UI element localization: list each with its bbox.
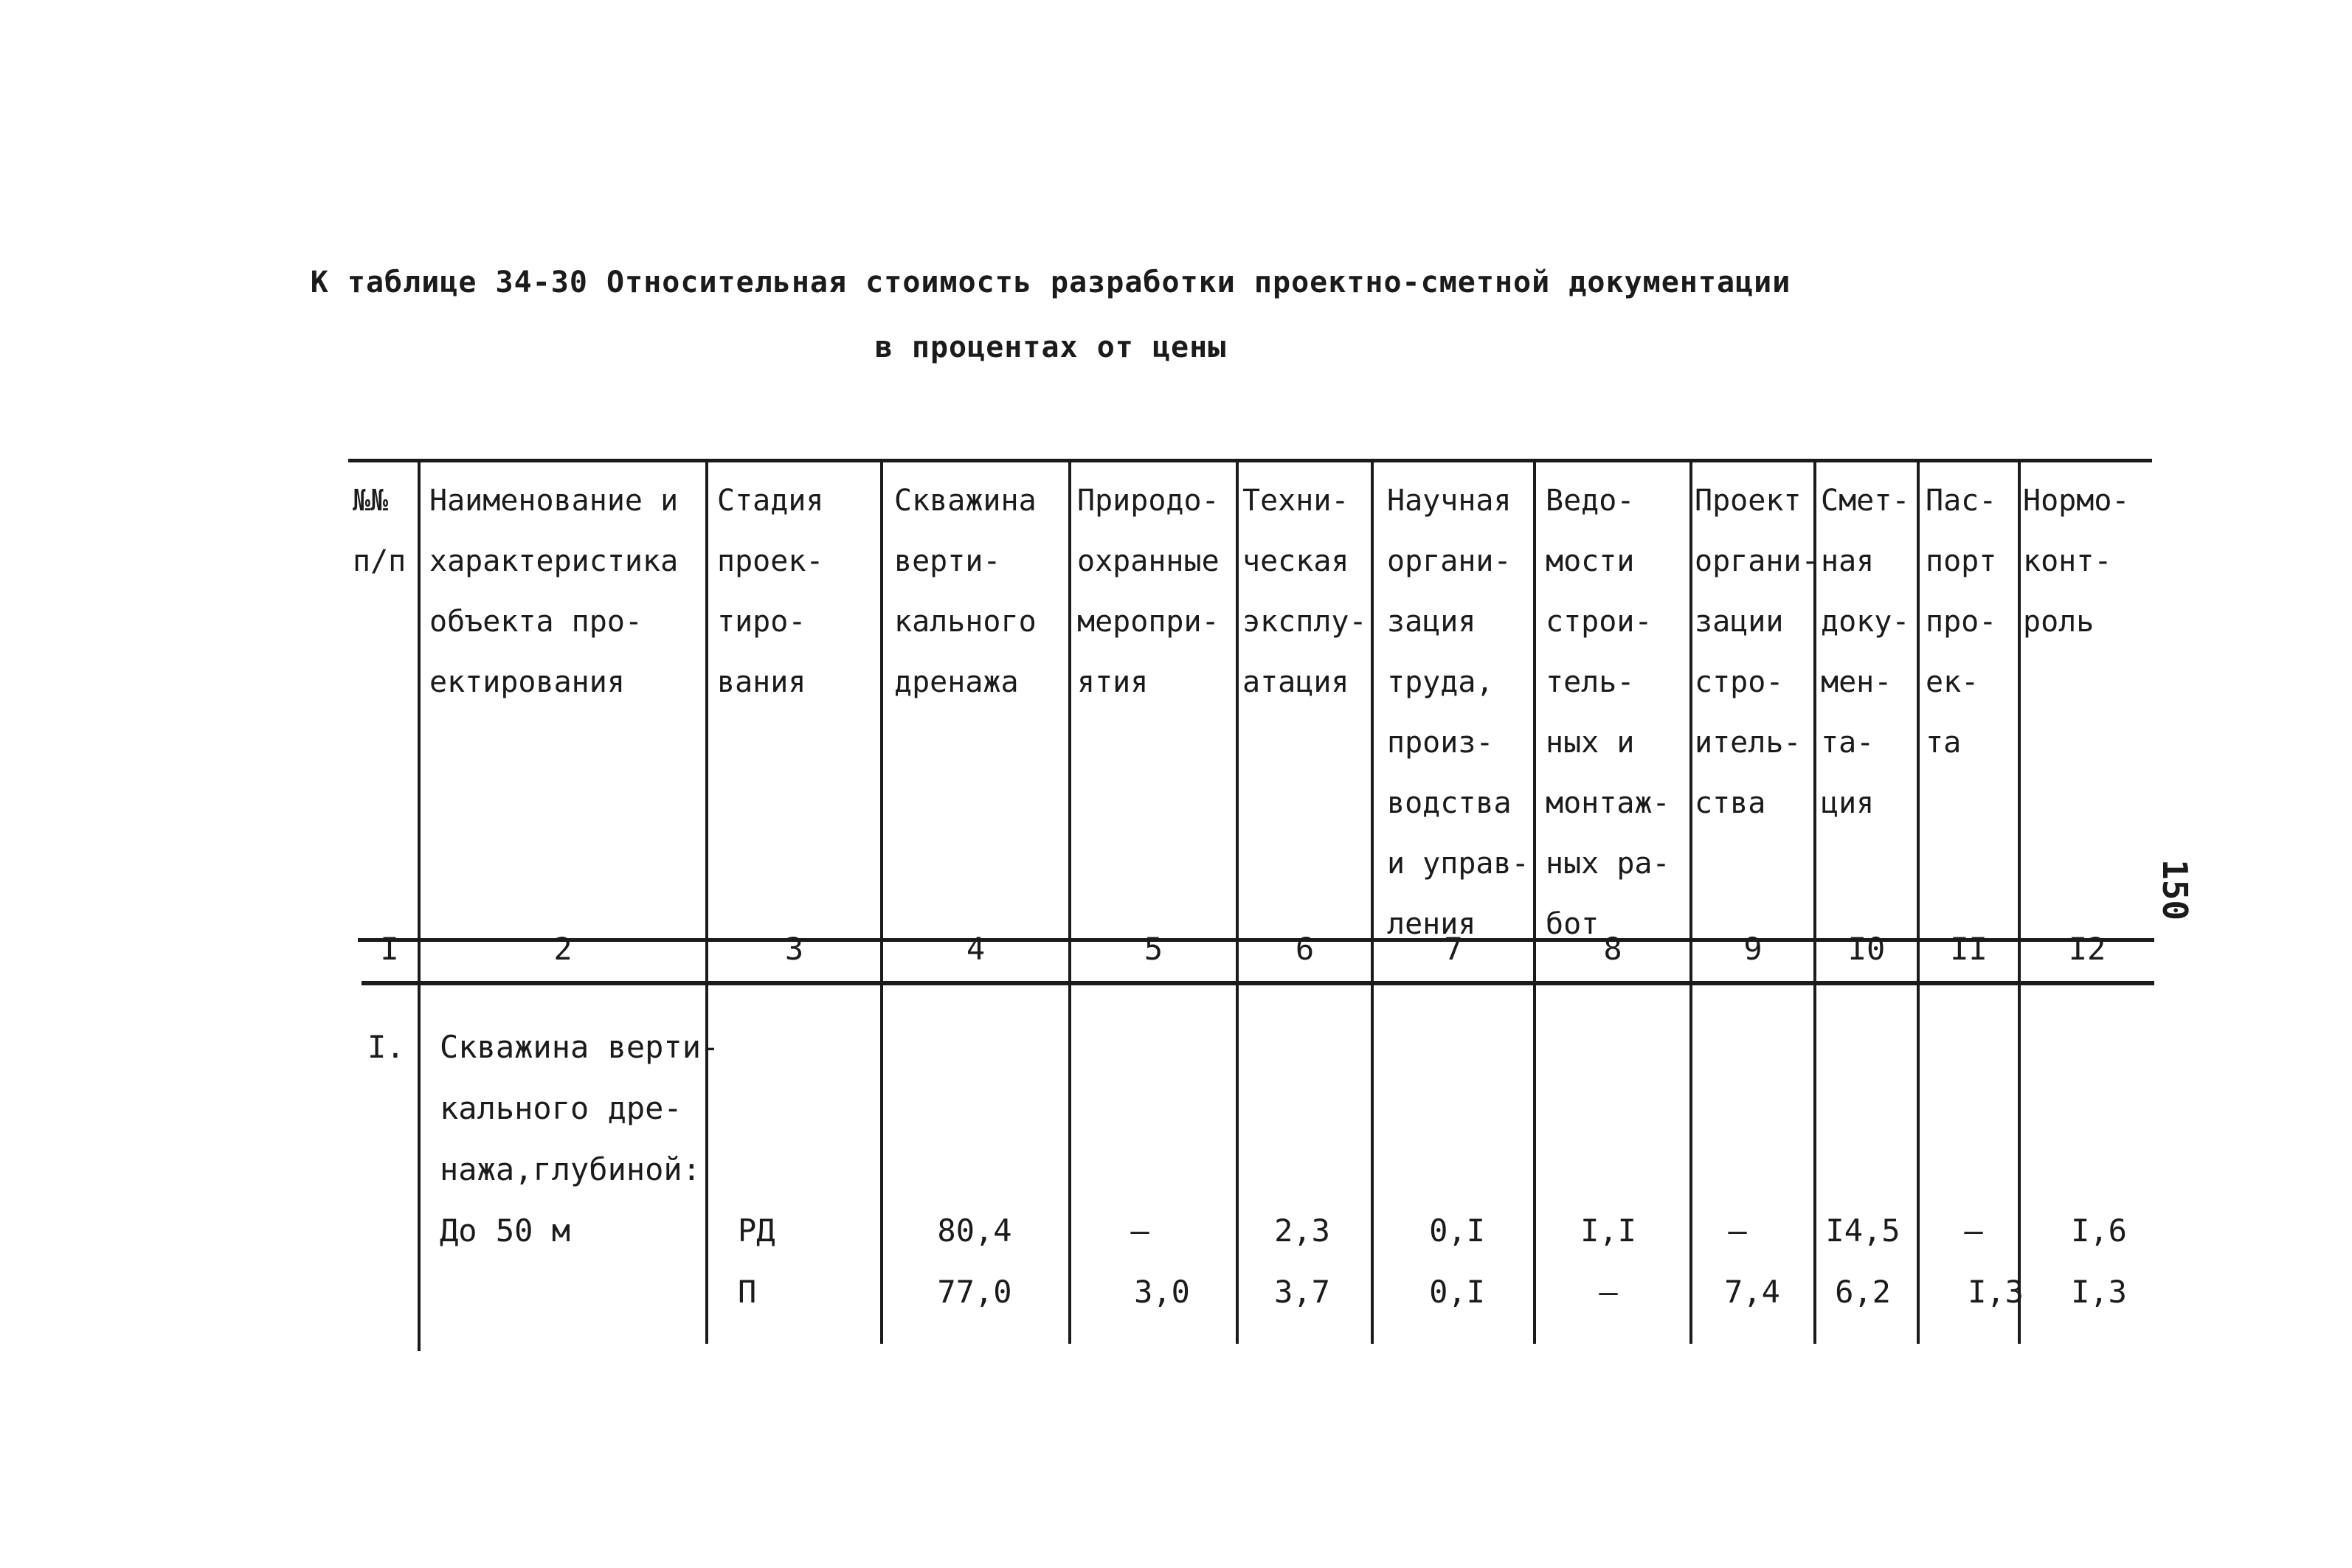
header-col-12: Нормо- конт- роль: [2023, 484, 2130, 639]
header-col-10: Смет- ная доку- мен- та- ция: [1821, 484, 1910, 820]
row-index: I.: [367, 1029, 405, 1065]
column-number: 7: [1444, 931, 1463, 967]
value-cell: I4,5: [1825, 1213, 1900, 1249]
object-name-line: Скважина верти-: [440, 1029, 720, 1065]
column-divider: [1917, 459, 1920, 1344]
header-col-1: №№ п/п: [353, 484, 407, 578]
column-number: II: [1950, 931, 1988, 967]
page-number: 150: [2155, 859, 2195, 921]
value-cell: 77,0: [937, 1274, 1012, 1310]
value-cell: 6,2: [1835, 1274, 1891, 1310]
column-divider: [880, 459, 883, 1344]
object-name-line: кального дре-: [440, 1090, 682, 1126]
stage-label: РД: [738, 1213, 775, 1249]
column-number: 9: [1743, 931, 1763, 967]
column-number: I: [380, 931, 399, 967]
header-col-6: Техни- ческая эксплу- атация: [1242, 484, 1367, 699]
column-number: 3: [784, 931, 804, 967]
stage-label: П: [738, 1274, 757, 1310]
value-cell: I,3: [1968, 1274, 2024, 1310]
value-cell: I,6: [2071, 1213, 2127, 1249]
table-title-line-2: в процентах от цены: [874, 330, 1227, 364]
column-number: 4: [966, 931, 986, 967]
header-col-4: Скважина верти- кального дренажа: [894, 484, 1037, 699]
column-divider: [1689, 459, 1692, 1344]
value-cell: 2,3: [1274, 1213, 1330, 1249]
value-cell: I,I: [1580, 1213, 1636, 1249]
value-cell: –: [1728, 1213, 1747, 1249]
value-cell: 0,I: [1429, 1213, 1485, 1249]
column-divider: [1533, 459, 1536, 1344]
value-cell: I,3: [2071, 1274, 2127, 1310]
column-number: 6: [1295, 931, 1315, 967]
column-number: I2: [2068, 931, 2106, 967]
value-cell: –: [1130, 1213, 1149, 1249]
column-number: I0: [1847, 931, 1886, 967]
header-col-2: Наименование и характеристика объекта про- ектирования: [429, 484, 679, 699]
column-number: 8: [1603, 931, 1622, 967]
header-col-3: Стадия проек- тиро- вания: [717, 484, 824, 699]
value-cell: 80,4: [937, 1213, 1012, 1249]
value-cell: –: [1599, 1274, 1618, 1310]
table-top-rule: [348, 459, 2152, 462]
value-cell: 7,4: [1724, 1274, 1780, 1310]
column-divider: [1068, 459, 1071, 1344]
column-divider: [2018, 459, 2021, 1344]
column-divider: [418, 459, 421, 1351]
object-name-line: До 50 м: [440, 1213, 571, 1249]
column-number: 2: [553, 931, 573, 967]
value-cell: –: [1964, 1213, 1983, 1249]
value-cell: 0,I: [1429, 1274, 1485, 1310]
column-divider: [1371, 459, 1374, 1344]
header-col-8: Ведо- мости строи- тель- ных и монтаж- ных ра- бот: [1546, 484, 1670, 941]
column-divider: [1236, 459, 1239, 1344]
header-col-11: Пас- порт про- ек- та: [1926, 484, 1997, 760]
header-col-5: Природо- охранные меропри- ятия: [1077, 484, 1220, 699]
column-divider: [705, 459, 708, 1344]
header-col-9: Проект органи- зации стро- итель- ства: [1695, 484, 1819, 820]
column-number: 5: [1144, 931, 1163, 967]
object-name-line: нажа,глубиной:: [440, 1151, 702, 1187]
value-cell: 3,0: [1134, 1274, 1190, 1310]
value-cell: 3,7: [1274, 1274, 1330, 1310]
column-number-rule: [362, 981, 2154, 985]
table-title-line-1: К таблице 34-30 Относительная стоимость разработки проектно-сметной документации: [310, 266, 1791, 299]
header-col-7: Научная органи- зация труда, произ- водства и управ- ления: [1387, 484, 1529, 941]
